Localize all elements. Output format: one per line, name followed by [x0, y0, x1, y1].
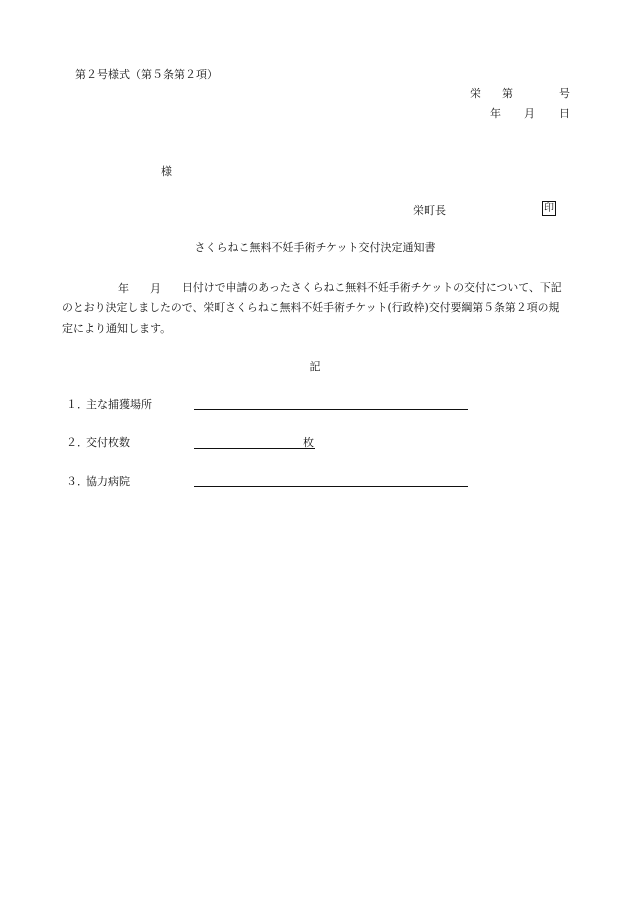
ticket-count-unit: 枚: [303, 436, 314, 449]
body-line-2: のとおり決定しましたので、栄町さくらねこ無料不妊手術チケット(行政枠)交付要綱第５条第２項の規: [62, 301, 560, 314]
body-line-3: 定により通知します。: [62, 322, 172, 335]
ki-heading: 記: [309, 360, 321, 373]
addressee-suffix: 様: [161, 165, 172, 178]
ticket-count-blank-line: [194, 448, 315, 449]
body-month: 月: [150, 282, 161, 295]
item-number: ２．: [66, 436, 88, 449]
item-number: １．: [66, 398, 88, 411]
number-dai: 第: [502, 87, 513, 100]
form-number-label: 第２号様式（第５条第２項）: [75, 68, 218, 81]
capture-location-blank-line: [194, 409, 468, 410]
body-year: 年: [118, 282, 129, 295]
item-number: ３．: [66, 475, 88, 488]
number-prefix: 栄: [470, 87, 481, 100]
date-month: 月: [524, 107, 535, 120]
body-line-1: 日付けで申請のあったさくらねこ無料不妊手術チケットの交付について、下記: [182, 281, 562, 294]
date-day: 日: [559, 107, 570, 120]
item-label-partner-hospital: 協力病院: [86, 475, 130, 488]
date-year: 年: [490, 107, 501, 120]
seal-stamp: 印: [544, 203, 554, 214]
partner-hospital-blank-line: [194, 486, 468, 487]
issuer-name: 栄町長: [413, 204, 446, 217]
number-go: 号: [559, 87, 570, 100]
document-title: さくらねこ無料不妊手術チケット交付決定通知書: [194, 241, 436, 254]
item-label-capture-location: 主な捕獲場所: [86, 398, 152, 411]
item-label-ticket-count: 交付枚数: [86, 436, 130, 449]
